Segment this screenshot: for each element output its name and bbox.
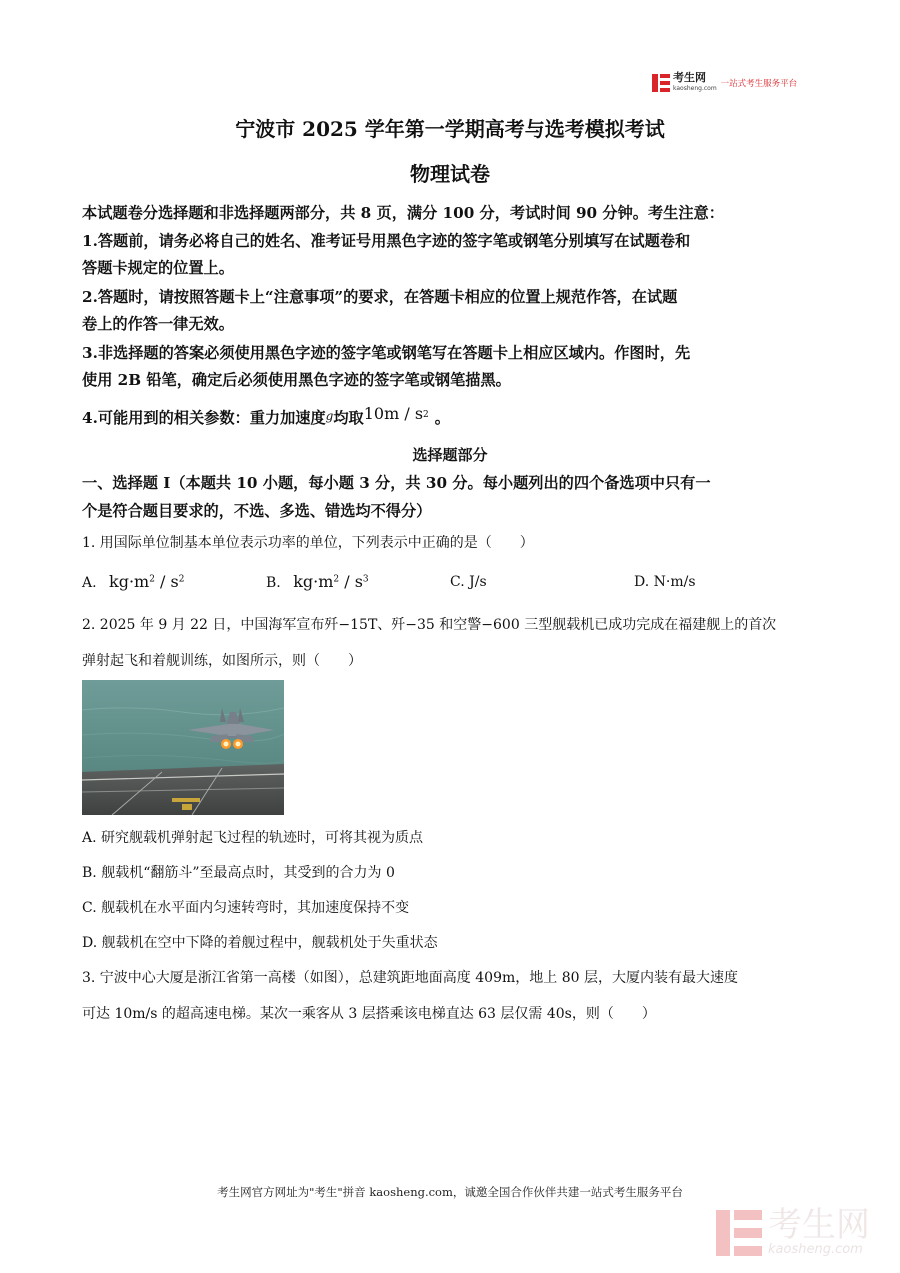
question-2-option-a: A. 研究舰载机弹射起飞过程的轨迹时，可将其视为质点: [82, 830, 424, 846]
option-b-exp-1: 2: [333, 574, 340, 585]
notice-1-line-2: 答题卡规定的位置上。: [82, 259, 234, 277]
option-a-div: / s: [154, 572, 179, 591]
question-1-option-b: [266, 572, 369, 591]
question-3-stem-line-1: 3. 宁波中心大厦是浙江省第一高楼（如图），总建筑距地面高度 409m，地上 80 层，大厦内装有最大速度: [82, 970, 738, 986]
notice-4-mid: 均取: [333, 409, 364, 427]
notice-4-end: 。: [434, 409, 450, 427]
notice-4: [82, 404, 450, 428]
question-2-stem-line-2: 弹射起飞和着舰训练，如图所示，则（ ）: [82, 653, 362, 669]
option-b-div: / s: [339, 572, 363, 591]
question-2-option-d: D. 舰载机在空中下降的着舰过程中，舰载机处于失重状态: [82, 935, 438, 951]
option-b-unit: kg·m: [293, 572, 334, 591]
site-logo: [652, 72, 797, 94]
notice-4-prefix: 4.可能用到的相关参数：重力加速度: [82, 409, 326, 427]
carrier-jet-photo: [82, 680, 284, 815]
gravity-symbol: g: [325, 409, 334, 423]
exam-subject: 物理试卷: [410, 162, 490, 186]
logo-name: 考生网: [673, 71, 706, 84]
notice-2-line-2: 卷上的作答一律无效。: [82, 315, 234, 333]
option-a-label: A.: [82, 575, 97, 591]
watermark-domain: kaosheng.com: [768, 1242, 863, 1257]
question-2-stem-line-1: 2. 2025 年 9 月 22 日，中国海军宣布歼−15T、歼−35 和空警−600 三型舰载机已成功完成在福建舰上的首次: [82, 617, 777, 633]
notice-3-line-1: 3.非选择题的答案必须使用黑色字迹的签字笔或钢笔写在答题卡上相应区域内。作图时，先: [82, 344, 691, 362]
option-a-unit: kg·m: [109, 572, 150, 591]
part-1-header-line-1: 一、选择题 I（本题共 10 小题，每小题 3 分，共 30 分。每小题列出的四个备选项中只有一: [82, 474, 711, 492]
carrier-jet-image: [82, 680, 284, 815]
question-2-option-b: B. 舰载机“翻筋斗”至最高点时，其受到的合力为 0: [82, 865, 395, 881]
watermark-logo-icon: [716, 1210, 762, 1256]
option-b-exp-2: 3: [362, 574, 369, 585]
section-title: 选择题部分: [412, 446, 488, 464]
notice-2-line-1: 2.答题时，请按照答题卡上“注意事项”的要求，在答题卡相应的位置上规范作答，在试题: [82, 288, 678, 306]
gravity-exponent: 2: [423, 409, 429, 420]
question-1-option-a: [82, 572, 184, 591]
notice-3-line-2: 使用 2B 铅笔，确定后必须使用黑色字迹的签字笔或钢笔描黑。: [82, 371, 511, 389]
gravity-value: 10m / s: [363, 404, 424, 423]
notice-1-line-1: 1.答题前，请务必将自己的姓名、准考证号用黑色字迹的签字笔或钢笔分别填写在试题卷和: [82, 232, 691, 250]
option-a-exp-1: 2: [149, 574, 155, 585]
logo-slogan: 一站式考生服务平台: [720, 79, 798, 89]
watermark-name: 考生网: [768, 1205, 870, 1245]
instructions-intro: 本试题卷分选择题和非选择题两部分，共 8 页，满分 100 分，考试时间 90 分钟。考生注意：: [82, 204, 724, 222]
logo-domain: kaosheng.com: [673, 85, 717, 92]
exam-title: 宁波市 2025 学年第一学期高考与选考模拟考试: [235, 117, 665, 141]
question-1-option-d: D. N·m/s: [634, 574, 696, 590]
page-footer: 考生网官方网址为"考生"拼音 kaosheng.com，诚邀全国合作伙伴共建一站式考生服务平台: [217, 1185, 683, 1199]
part-1-header-line-2: 个是符合题目要求的，不选、多选、错选均不得分）: [82, 502, 432, 520]
option-b-label: B.: [266, 575, 281, 591]
question-3-stem-line-2: 可达 10m/s 的超高速电梯。某次一乘客从 3 层搭乘该电梯直达 63 层仅需 40s，则（ ）: [82, 1006, 656, 1022]
question-1-option-c: C. J/s: [450, 574, 487, 590]
watermark: [716, 1205, 870, 1257]
question-2-option-c: C. 舰载机在水平面内匀速转弯时，其加速度保持不变: [82, 900, 410, 916]
option-a-exp-2: 2: [178, 574, 185, 585]
question-1-stem: 1. 用国际单位制基本单位表示功率的单位，下列表示中正确的是（ ）: [82, 535, 534, 551]
kaosheng-logo-icon: [652, 74, 670, 92]
